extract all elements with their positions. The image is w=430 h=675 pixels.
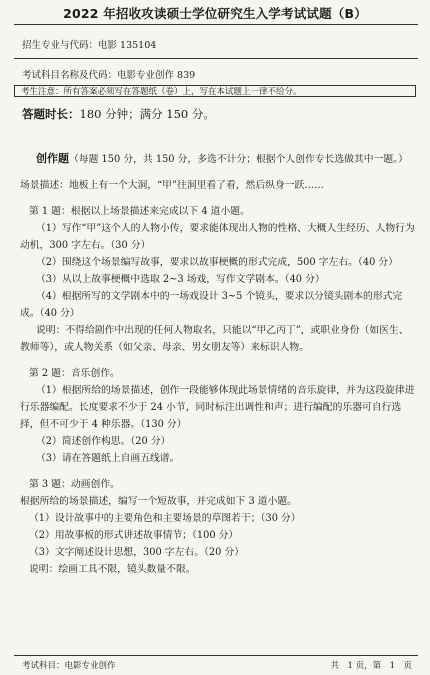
q3-intro: 根据所给的场景描述，编写一个短故事，并完成如下 3 道小题。	[20, 496, 297, 507]
q2-item-2: （2）简述创作构思。（20 分）	[36, 436, 171, 447]
exam-title: 2022 年招收攻读硕士学位研究生入学考试试题（B）	[63, 6, 367, 21]
q3-item-3: （3）文字阐述设计思想，300 字左右。（20 分）	[29, 547, 245, 558]
q1-item-3: （3）从以上故事梗概中选取 2~3 场戏，写作文学剧本。（40 分）	[36, 274, 325, 285]
section-label: 创作题	[36, 152, 69, 165]
section-heading	[20, 150, 418, 168]
q2-title: 第 2 题：音乐创作。	[29, 368, 120, 379]
scene-description: 场景描述：地板上有一个大洞，“甲”往洞里看了看，然后纵身一跃……	[20, 180, 324, 191]
q3-title: 第 3 题：动画创作。	[29, 479, 120, 490]
candidate-note: 考生注意：所有答案必须写在答题纸（卷）上，写在本试题上一律不给分。	[14, 85, 416, 97]
q1-item-4: （4）根据所写的文学剧本中的一场戏设计 3~5 个镜头，要求以分镜头剧本的形式完成。（40 分）	[20, 291, 403, 319]
q3-item-2: （2）用故事板的形式讲述故事情节；（100 分）	[29, 530, 239, 541]
subject-line: 考试科目名称及代码：电影专业创作 839	[22, 70, 196, 81]
major-line: 招生专业与代码：电影 135104	[22, 40, 157, 51]
footer-divider	[14, 655, 418, 656]
q1-item-1: （1）写作“甲”这个人的人物小传，要求能体现出人物的性格、大概人生经历、人物行为动机，300 字左右。（30 分）	[20, 223, 415, 251]
section-desc: （每题 150 分，共 150 分，多选不计分；根据个人创作专长选做其中一题。）	[69, 154, 408, 165]
footer-subject: 考试科目：电影专业创作	[22, 661, 116, 671]
q2-item-3: （3）请在答题纸上自画五线谱。	[36, 453, 180, 464]
footer-page-count: 共 1 页，第 1 页	[330, 661, 412, 671]
divider	[14, 24, 418, 25]
q3-remark: 说明：绘画工具不限，镜头数量不限。	[29, 564, 196, 575]
q2-item-1: （1）根据所给的场景描述，创作一段能够体现此场景情绪的音乐旋律，并为这段旋律进行乐器编配。长度要求不少于 24 小节，同时标注出调性和声；进行编配的乐器可自行选择，但不可少于 4 种乐器。（130 分）	[20, 385, 415, 430]
q1-remark: 说明：不得给剧作中出现的任何人物取名，只能以“甲乙丙丁”，或职业身份（如医生、教师等），或人物关系（如父亲、母亲、男女朋友等）来标识人物。	[20, 325, 409, 353]
duration-value: 180 分钟；满分 150 分。	[79, 107, 215, 121]
duration-line	[22, 106, 215, 122]
exam-body	[20, 150, 418, 578]
q1-item-2: （2）围绕这个场景编写故事，要求以故事梗概的形式完成，500 字左右。（40 分）	[36, 257, 399, 268]
q3-item-1: （1）设计故事中的主要角色和主要场景的草图若干；（30 分）	[29, 513, 301, 524]
duration-label: 答题时长：	[22, 107, 80, 121]
q1-title: 第 1 题：根据以上场景描述来完成以下 4 道小题。	[29, 206, 250, 217]
divider	[14, 58, 418, 59]
